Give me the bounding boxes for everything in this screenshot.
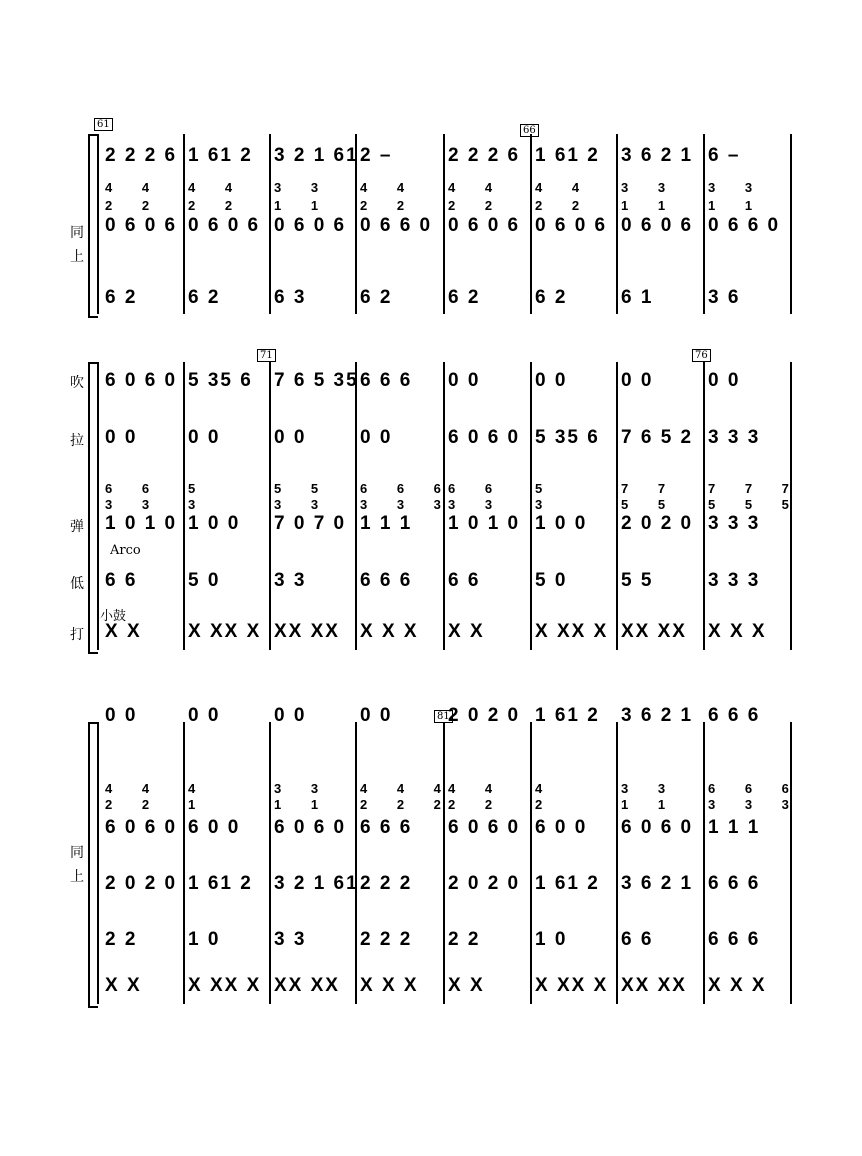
system2-note-cell: 5 [188, 481, 209, 496]
system2-note-cell: 0 0 [360, 427, 393, 448]
system1-note-cell: 2 2 [105, 198, 163, 213]
system2-note-cell: 5 35 6 [535, 427, 600, 448]
system2-note-cell: 6 6 [105, 570, 138, 591]
system3-note-cell: 3 3 [621, 781, 679, 796]
system2-note-cell: XX XX [621, 621, 687, 642]
drum-marking: 小鼓 [100, 609, 127, 624]
system1-note-cell: 3 3 [621, 180, 679, 195]
system3-note-cell: 6 0 0 [535, 817, 588, 838]
system2-barline [616, 362, 618, 650]
system2-note-cell: 3 3 [105, 497, 163, 512]
system3-note-cell: 3 2 1 61 [274, 873, 359, 894]
system3-note-cell: 6 0 6 0 [621, 817, 694, 838]
system3-note-cell: 2 2 [448, 797, 506, 812]
system3-note-cell: 1 0 [535, 929, 568, 950]
system3-note-cell: 0 0 [274, 705, 307, 726]
system2-note-cell: 3 3 [274, 497, 332, 512]
system3-barline [530, 722, 532, 1004]
system2-barline [530, 362, 532, 650]
system2-note-cell: 5 0 [535, 570, 568, 591]
system1-barline [616, 134, 618, 314]
system1-note-cell: 1 1 [708, 198, 766, 213]
system2-note-cell: 7 7 [621, 481, 679, 496]
system1-note-cell: 0 6 0 6 [105, 215, 178, 236]
part-label: 上 [70, 869, 84, 885]
system3-note-cell: 0 0 [188, 705, 221, 726]
system2-note-cell: 1 0 0 [535, 513, 588, 534]
system3-barline [703, 722, 705, 1004]
system1-note-cell: 2 2 [188, 198, 246, 213]
system3-note-cell: X X X [360, 975, 419, 996]
system2-note-cell: 3 3 3 [708, 513, 761, 534]
system2-note-cell: 6 0 6 0 [448, 427, 521, 448]
system1-note-cell: 6 2 [448, 287, 481, 308]
system3-note-cell: XX XX [274, 975, 340, 996]
system1-note-cell: 4 4 [188, 180, 246, 195]
system2-note-cell: XX XX [274, 621, 340, 642]
system1-note-cell: 6 2 [188, 287, 221, 308]
system3-note-cell: 1 1 [621, 797, 679, 812]
system1-note-cell: 6 1 [621, 287, 654, 308]
system3-note-cell: 4 [188, 781, 209, 796]
part-label: 弹 [70, 519, 84, 535]
system3-note-cell: 3 3 3 [708, 797, 802, 812]
rehearsal-mark: 61 [94, 118, 113, 131]
system2-note-cell: 5 35 6 [188, 370, 253, 391]
system3-note-cell: 4 4 [105, 781, 163, 796]
system1-note-cell: 6 2 [105, 287, 138, 308]
system3-note-cell: X X [448, 975, 485, 996]
system1-note-cell: 1 61 2 [188, 145, 253, 166]
system3-note-cell: 4 [535, 781, 556, 796]
part-label: 吹 [70, 375, 84, 391]
system3-note-cell: X X X [708, 975, 767, 996]
system3-note-cell: 1 1 [274, 797, 332, 812]
system3-brace-line [97, 722, 99, 1004]
system2-note-cell: 0 0 [621, 370, 654, 391]
system1-note-cell: 0 6 0 6 [621, 215, 694, 236]
system1-barline [183, 134, 185, 314]
system2-note-cell: 0 0 [535, 370, 568, 391]
system1-note-cell: 3 6 [708, 287, 741, 308]
system3-note-cell: 2 2 2 [360, 797, 454, 812]
system2-note-cell: X X [448, 621, 485, 642]
rehearsal-mark: 76 [692, 349, 711, 362]
system3-barline [790, 722, 792, 1004]
system1-note-cell: 1 61 2 [535, 145, 600, 166]
system1-note-cell: 6 2 [360, 287, 393, 308]
system2-barline [269, 362, 271, 650]
system2-barline [183, 362, 185, 650]
part-label: 同 [70, 225, 84, 241]
system2-note-cell: 0 0 [274, 427, 307, 448]
system3-note-cell: 1 1 1 [708, 817, 761, 838]
system3-barline [616, 722, 618, 1004]
system3-note-cell: 6 6 6 [360, 817, 413, 838]
system3-note-cell: 6 6 6 [708, 705, 761, 726]
system1-note-cell: 0 6 0 6 [274, 215, 347, 236]
system2-note-cell: 1 0 1 0 [105, 513, 178, 534]
system1-note-cell: 6 – [708, 145, 741, 166]
system3-note-cell: 1 0 [188, 929, 221, 950]
system2-note-cell: 3 3 3 [708, 570, 761, 591]
system1-note-cell: 2 2 [535, 198, 593, 213]
system1-brace-line [97, 134, 99, 314]
system3-note-cell: 0 0 [105, 705, 138, 726]
system2-note-cell: 6 6 [105, 481, 163, 496]
system1-note-cell: 0 6 0 6 [535, 215, 608, 236]
system1-note-cell: 0 6 6 0 [360, 215, 433, 236]
system2-note-cell: X XX X [535, 621, 609, 642]
system2-note-cell: 3 3 3 [708, 427, 761, 448]
system2-note-cell: 2 0 2 0 [621, 513, 694, 534]
arco-marking: Arco [110, 543, 141, 558]
part-label: 上 [70, 249, 84, 265]
system3-note-cell: 4 4 4 [360, 781, 454, 796]
system2-note-cell: X X X [708, 621, 767, 642]
system3-barline [183, 722, 185, 1004]
system1-barline [530, 134, 532, 314]
system1-note-cell: 6 2 [535, 287, 568, 308]
system1-note-cell: 4 4 [535, 180, 593, 195]
system1-barline [703, 134, 705, 314]
system1-note-cell: 2 – [360, 145, 393, 166]
system2-note-cell: 5 0 [188, 570, 221, 591]
system3-note-cell: 6 6 6 [708, 873, 761, 894]
system2-note-cell: 0 0 [448, 370, 481, 391]
rehearsal-mark: 71 [257, 349, 276, 362]
system1-note-cell: 2 2 [448, 198, 506, 213]
system3-note-cell: 6 0 6 0 [274, 817, 347, 838]
system2-note-cell: 3 3 [448, 497, 506, 512]
system3-note-cell: 6 6 [621, 929, 654, 950]
system1-note-cell: 4 4 [448, 180, 506, 195]
system1-barline [269, 134, 271, 314]
system1-note-cell: 3 6 2 1 [621, 145, 694, 166]
system1-note-cell: 2 2 2 6 [448, 145, 521, 166]
part-label: 低 [70, 576, 84, 592]
system1-barline [790, 134, 792, 314]
system2-note-cell: X X X [360, 621, 419, 642]
system2-note-cell: 7 0 7 0 [274, 513, 347, 534]
system3-barline [355, 722, 357, 1004]
system2-note-cell: 6 0 6 0 [105, 370, 178, 391]
system2-note-cell: 3 [535, 497, 556, 512]
system3-note-cell: 2 0 2 0 [448, 705, 521, 726]
part-label: 拉 [70, 433, 84, 449]
system1-note-cell: 2 2 [360, 198, 418, 213]
part-label: 打 [70, 627, 84, 643]
system3-note-cell: XX XX [621, 975, 687, 996]
part-label: 同 [70, 845, 84, 861]
system3-note-cell: 3 6 2 1 [621, 873, 694, 894]
system3-note-cell: 2 2 [105, 797, 163, 812]
system1-note-cell: 4 4 [105, 180, 163, 195]
system3-note-cell: 2 2 [105, 929, 138, 950]
system3-note-cell: 6 6 6 [708, 929, 761, 950]
system2-note-cell: 0 0 [105, 427, 138, 448]
system3-note-cell: 4 4 [448, 781, 506, 796]
system2-note-cell: 0 0 [708, 370, 741, 391]
system2-note-cell: 5 5 [274, 481, 332, 496]
system1-barline [443, 134, 445, 314]
system3-note-cell: 2 0 2 0 [448, 873, 521, 894]
system3-note-cell: 2 2 2 [360, 873, 413, 894]
system3-note-cell: 2 [535, 797, 556, 812]
system3-note-cell: 1 [188, 797, 209, 812]
system3-note-cell: X XX X [188, 975, 262, 996]
system2-note-cell: 7 6 5 2 [621, 427, 694, 448]
system3-note-cell: 3 3 [274, 781, 332, 796]
system3-note-cell: 1 61 2 [188, 873, 253, 894]
system2-note-cell: 3 3 3 [360, 497, 454, 512]
system2-barline [703, 362, 705, 650]
system2-note-cell: 7 7 7 [708, 481, 802, 496]
system2-note-cell: X X [105, 621, 142, 642]
system2-note-cell: 1 0 1 0 [448, 513, 521, 534]
system2-note-cell: 0 0 [188, 427, 221, 448]
system1-note-cell: 1 1 [274, 198, 332, 213]
system3-barline [269, 722, 271, 1004]
system1-note-cell: 2 2 2 6 [105, 145, 178, 166]
system2-note-cell: 5 [535, 481, 556, 496]
system3-note-cell: X XX X [535, 975, 609, 996]
system3-note-cell: 0 0 [360, 705, 393, 726]
system1-note-cell: 0 6 0 6 [188, 215, 261, 236]
rehearsal-mark: 81 [434, 710, 453, 723]
system3-note-cell: 6 0 6 0 [448, 817, 521, 838]
system2-note-cell: 3 [188, 497, 209, 512]
system3-note-cell: 1 61 2 [535, 873, 600, 894]
system2-note-cell: 6 6 6 [360, 481, 454, 496]
system2-note-cell: 5 5 5 [708, 497, 802, 512]
system3-barline [443, 722, 445, 1004]
system3-note-cell: 6 0 6 0 [105, 817, 178, 838]
system1-note-cell: 3 2 1 61 [274, 145, 359, 166]
system3-note-cell: 2 2 2 [360, 929, 413, 950]
system3-note-cell: 3 3 [274, 929, 307, 950]
system1-note-cell: 3 3 [274, 180, 332, 195]
system3-note-cell: 6 6 6 [708, 781, 802, 796]
system3-note-cell: 1 61 2 [535, 705, 600, 726]
system2-barline [355, 362, 357, 650]
system1-note-cell: 3 3 [708, 180, 766, 195]
system3-note-cell: 6 0 0 [188, 817, 241, 838]
system2-note-cell: 3 3 [274, 570, 307, 591]
system1-note-cell: 0 6 0 6 [448, 215, 521, 236]
system1-note-cell: 4 4 [360, 180, 418, 195]
system3-note-cell: 2 0 2 0 [105, 873, 178, 894]
system2-note-cell: 6 6 [448, 481, 506, 496]
system2-brace-line [97, 362, 99, 650]
system1-note-cell: 1 1 [621, 198, 679, 213]
system3-note-cell: X X [105, 975, 142, 996]
system3-note-cell: 2 2 [448, 929, 481, 950]
system2-note-cell: 5 5 [621, 570, 654, 591]
rehearsal-mark: 66 [520, 124, 539, 137]
system2-note-cell: 6 6 6 [360, 370, 413, 391]
system2-note-cell: 6 6 [448, 570, 481, 591]
system1-note-cell: 6 3 [274, 287, 307, 308]
system3-note-cell: 3 6 2 1 [621, 705, 694, 726]
system2-note-cell: 1 1 1 [360, 513, 413, 534]
system2-note-cell: X XX X [188, 621, 262, 642]
system2-note-cell: 5 5 [621, 497, 679, 512]
system2-note-cell: 6 6 6 [360, 570, 413, 591]
system2-note-cell: 1 0 0 [188, 513, 241, 534]
system2-note-cell: 7 6 5 35 [274, 370, 359, 391]
system1-note-cell: 0 6 6 0 [708, 215, 781, 236]
